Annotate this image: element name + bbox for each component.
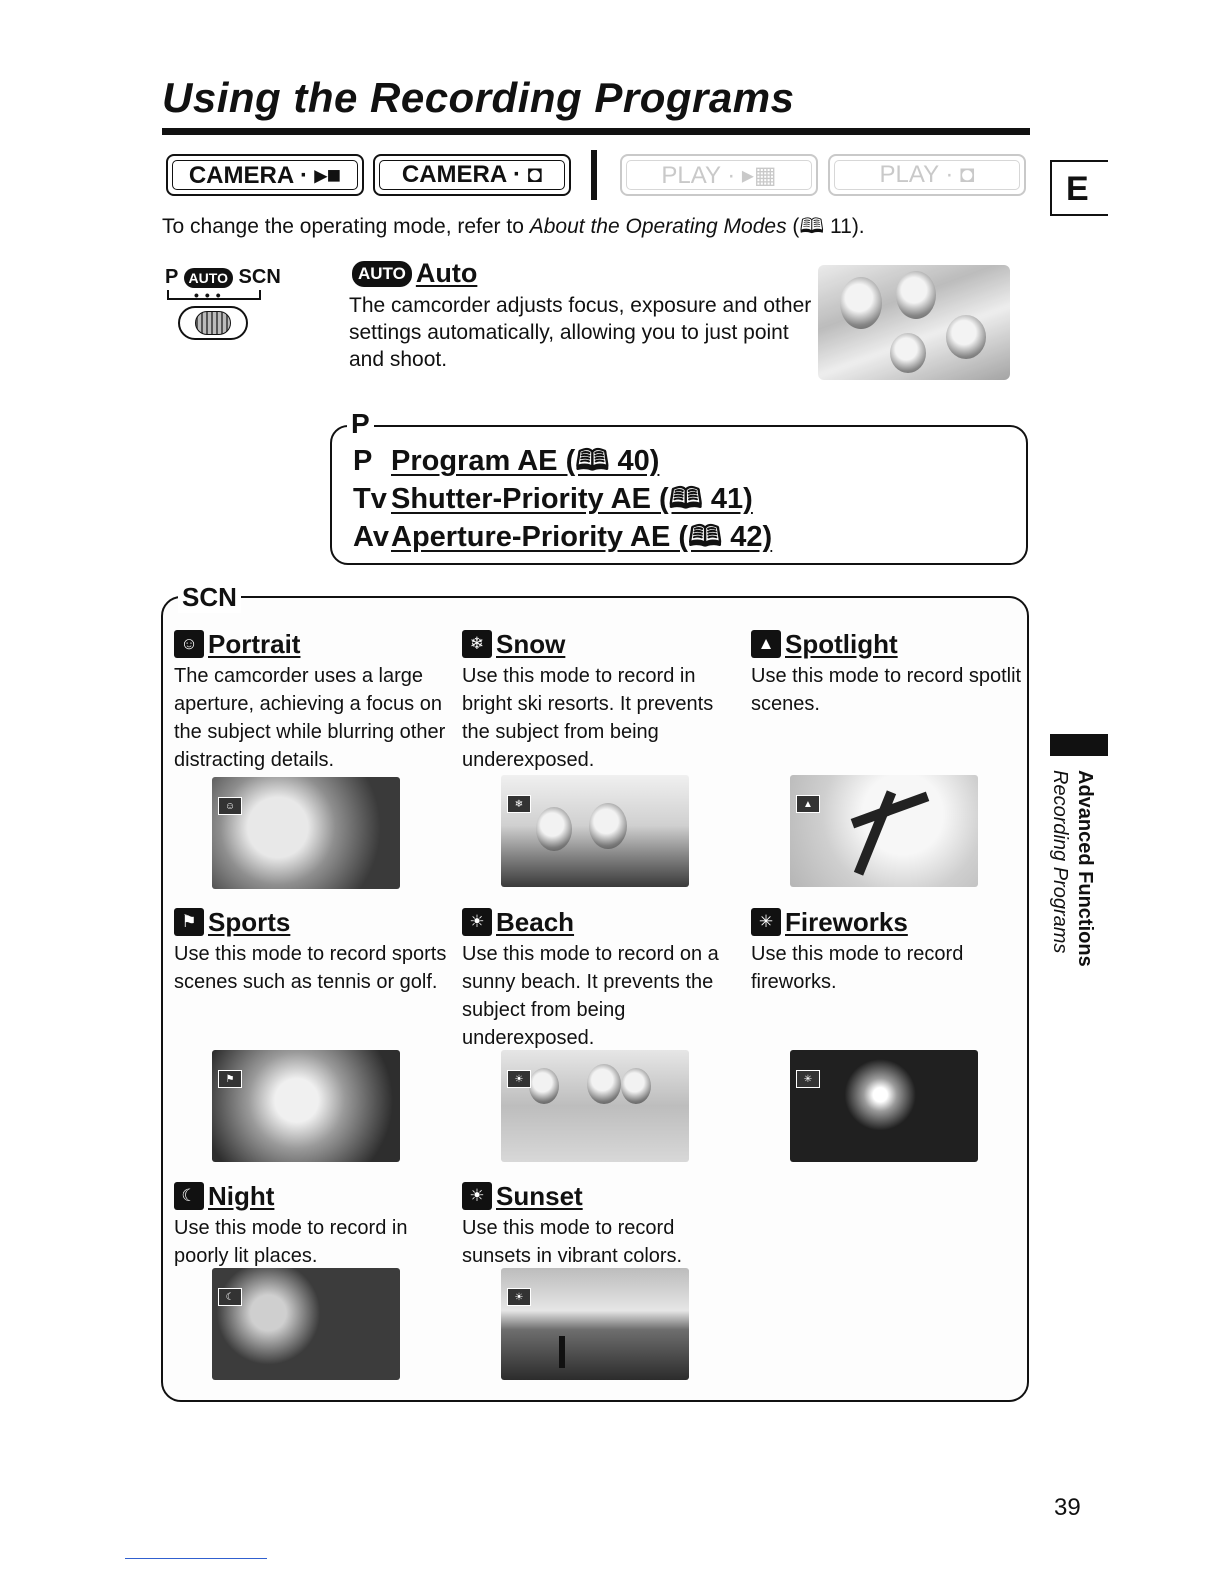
scene-name: Snow	[496, 628, 566, 659]
intro-prefix: To change the operating mode, refer to	[162, 215, 530, 238]
dial-scn-label: SCN	[238, 266, 281, 288]
dial-p-label: P	[165, 266, 178, 288]
scene-description: Use this mode to record fireworks.	[751, 943, 964, 993]
scene-name: Beach	[496, 906, 575, 937]
portrait-icon: ☺	[218, 797, 242, 815]
sports-icon: ⚑	[218, 1070, 242, 1088]
mode-dial-labels	[165, 266, 281, 289]
auto-badge-icon: AUTO	[352, 261, 412, 287]
program-prefix: Tv	[353, 483, 387, 515]
mode-play-movie	[620, 154, 818, 196]
mode-play-movie-label: PLAY · ▸▦	[661, 161, 777, 189]
subsection-name: Recording Programs	[1049, 770, 1071, 954]
program-prefix: P	[353, 445, 373, 477]
mode-dial-knob	[195, 311, 231, 335]
snow-icon: ❄	[462, 630, 492, 658]
scene-name: Night	[208, 1180, 275, 1211]
page-number: 39	[1054, 1494, 1081, 1521]
scene-name: Portrait	[208, 628, 301, 659]
scene-description: The camcorder uses a large aperture, achieving a focus on the subject while blurring other distracting details.	[174, 665, 446, 771]
scene-mode-box-label: SCN	[178, 582, 241, 613]
section-side-label	[1048, 770, 1096, 967]
program-text: Aperture-Priority AE (🕮 42)	[391, 521, 773, 553]
sports-photo	[212, 1050, 400, 1162]
auto-description: The camcorder adjusts focus, exposure and other settings automatically, allowing you to just point and shoot.	[349, 294, 812, 371]
mode-play-photo	[828, 154, 1026, 196]
scene-name: Spotlight	[785, 628, 898, 659]
beach-photo	[501, 1050, 689, 1162]
night-icon: ☾	[218, 1288, 242, 1306]
program-line-av	[353, 516, 772, 565]
page-title: Using the Recording Programs	[162, 74, 795, 121]
snow-photo	[501, 775, 689, 887]
fireworks-photo	[790, 1050, 978, 1162]
section-marker	[1050, 734, 1108, 756]
night-icon: ☾	[174, 1182, 204, 1210]
footer-link-line	[125, 1558, 267, 1559]
sunset-icon: ☀	[462, 1182, 492, 1210]
language-tab	[1050, 160, 1108, 216]
scene-description: Use this mode to record spotlit scenes.	[751, 665, 1022, 715]
portrait-photo	[212, 777, 400, 889]
scene-night	[174, 1180, 449, 1270]
scene-beach	[462, 906, 737, 1052]
program-text: Shutter-Priority AE (🕮 41)	[391, 483, 753, 515]
beach-icon: ☀	[462, 908, 492, 936]
scene-sports	[174, 906, 449, 996]
title-rule	[162, 128, 1030, 135]
scene-description: Use this mode to record in bright ski resorts. It prevents the subject from being underexposed.	[462, 665, 714, 771]
fireworks-icon: ✳	[751, 908, 781, 936]
sunset-icon: ☀	[507, 1288, 531, 1306]
program-ae-box-label: P	[347, 408, 374, 440]
scene-spotlight	[751, 628, 1026, 718]
program-prefix: Av	[353, 521, 389, 553]
scene-name: Sunset	[496, 1180, 583, 1211]
sunset-photo	[501, 1268, 689, 1380]
scene-snow	[462, 628, 737, 774]
dial-dots: •••	[194, 287, 227, 303]
scene-fireworks	[751, 906, 1026, 996]
scene-portrait	[174, 628, 449, 774]
mode-camera-photo	[373, 154, 571, 196]
scene-name: Sports	[208, 906, 291, 937]
auto-heading	[352, 258, 477, 289]
dial-auto-badge: AUTO	[184, 268, 233, 288]
mode-play-photo-label: PLAY · ◘	[879, 161, 975, 188]
family-photo	[818, 265, 1010, 380]
scene-description: Use this mode to record on a sunny beach. It prevents the subject from being underexposed.	[462, 943, 719, 1049]
night-photo	[212, 1268, 400, 1380]
intro-ref-title: About the Operating Modes	[529, 215, 787, 238]
snow-icon: ❄	[507, 795, 531, 813]
scene-description: Use this mode to record sports scenes such as tennis or golf.	[174, 943, 447, 993]
spotlight-icon: ▲	[796, 795, 820, 813]
spotlight-photo	[790, 775, 978, 887]
mode-separator	[591, 150, 597, 200]
language-tab-label: E	[1066, 170, 1089, 208]
scene-description: Use this mode to record in poorly lit places.	[174, 1217, 408, 1267]
mode-camera-photo-label: CAMERA · ◘	[401, 161, 543, 188]
mode-camera-movie	[166, 154, 364, 196]
auto-heading-label: Auto	[415, 258, 478, 288]
section-name: Advanced Functions	[1074, 770, 1096, 967]
fireworks-icon: ✳	[796, 1070, 820, 1088]
intro-ref-page: (🕮 11).	[786, 215, 865, 238]
sports-icon: ⚑	[174, 908, 204, 936]
scene-name: Fireworks	[785, 906, 908, 937]
scene-description: Use this mode to record sunsets in vibrant colors.	[462, 1217, 683, 1267]
portrait-icon: ☺	[174, 630, 204, 658]
scene-sunset	[462, 1180, 737, 1270]
beach-icon: ☀	[507, 1070, 531, 1088]
program-text: Program AE (🕮 40)	[391, 445, 660, 477]
mode-camera-movie-label: CAMERA · ▸■	[188, 161, 342, 189]
spotlight-icon: ▲	[751, 630, 781, 658]
intro-text	[162, 212, 865, 247]
